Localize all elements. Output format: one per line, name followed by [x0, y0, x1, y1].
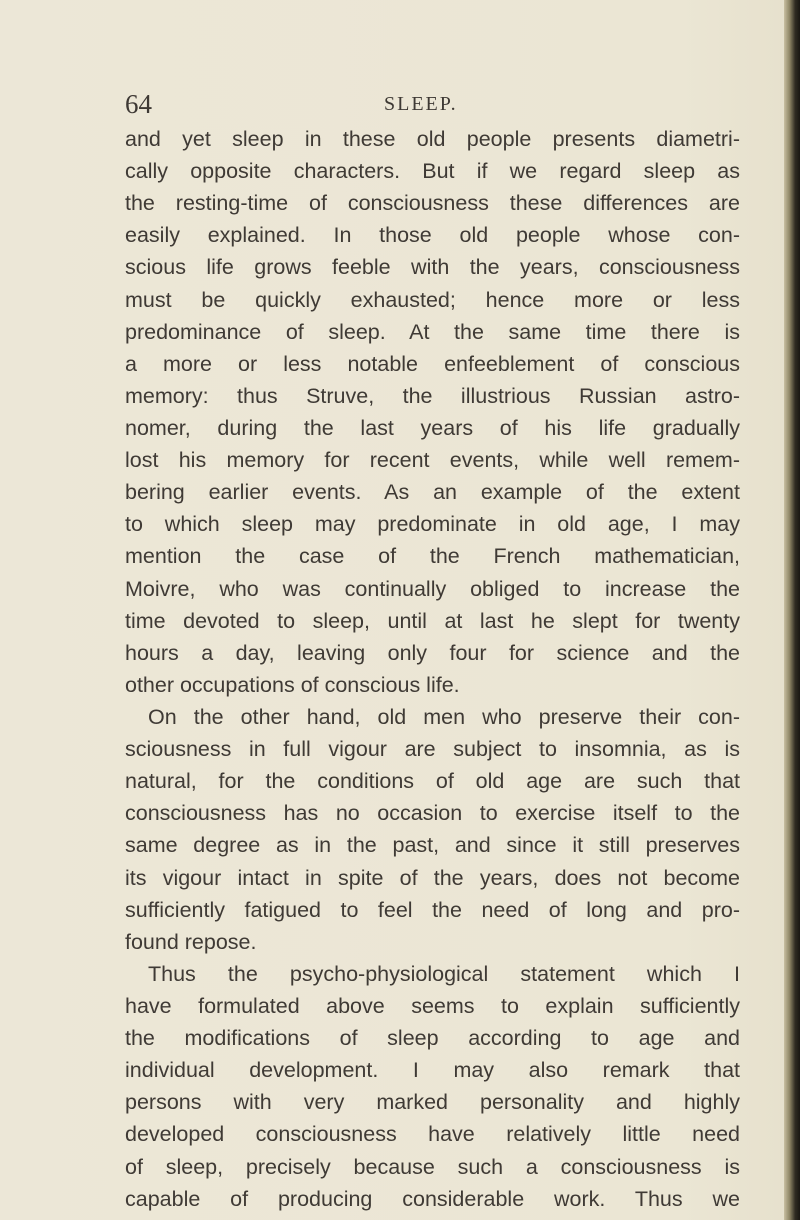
text-line: have formulated above seems to explain sufficiently	[125, 993, 740, 1018]
text-line: individual development. I may also remark that	[125, 1058, 740, 1083]
text-line: to which sleep may predominate in old age, I may	[125, 512, 740, 537]
text-line: sciousness in full vigour are subject to insomnia, as is	[125, 737, 740, 762]
text-line: mention the case of the French mathematician,	[125, 544, 740, 569]
text-line: easily explained. In those old people whose con-	[125, 223, 740, 248]
text-line: developed consciousness have relatively little need	[125, 1122, 740, 1147]
text-line: found repose.	[125, 929, 257, 954]
page-header	[0, 88, 800, 120]
text-line: a more or less notable enfeeblement of conscious	[125, 351, 740, 376]
text-line: predominance of sleep. At the same time there is	[125, 319, 740, 344]
text-line: same degree as in the past, and since it still preserves	[125, 833, 740, 858]
text-line: cally opposite characters. But if we regard sleep as	[125, 159, 740, 184]
text-line: time devoted to sleep, until at last he slept for twenty	[125, 608, 740, 633]
page-edge-shadow	[784, 0, 800, 1220]
text-line: its vigour intact in spite of the years, does not become	[125, 865, 740, 890]
text-line: sufficiently fatigued to feel the need of long and pro-	[125, 897, 740, 922]
text-line: natural, for the conditions of old age are such that	[125, 769, 740, 794]
text-line: persons with very marked personality and highly	[125, 1090, 740, 1115]
text-line: the modifications of sleep according to age and	[125, 1026, 740, 1051]
text-line: consciousness has no occasion to exercise itself to the	[125, 801, 740, 826]
body-text	[125, 123, 740, 1215]
text-line: must be quickly exhausted; hence more or less	[125, 287, 740, 312]
text-line: Moivre, who was continually obliged to increase the	[125, 576, 740, 601]
running-head: SLEEP.	[384, 93, 458, 115]
text-line: the resting-time of consciousness these differences are	[125, 191, 740, 216]
text-line: capable of producing considerable work. Thus we	[125, 1186, 740, 1211]
text-line: hours a day, leaving only four for science and the	[125, 640, 740, 665]
text-line: of sleep, precisely because such a consciousness is	[125, 1154, 740, 1179]
text-line: On the other hand, old men who preserve their con-	[148, 704, 740, 729]
text-line: lost his memory for recent events, while well remem-	[125, 448, 740, 473]
text-line: scious life grows feeble with the years, consciousness	[125, 255, 740, 280]
text-line: other occupations of conscious life.	[125, 672, 460, 697]
text-line: nomer, during the last years of his life gradually	[125, 415, 740, 440]
text-line: bering earlier events. As an example of the extent	[125, 480, 740, 505]
page-number: 64	[125, 89, 152, 119]
text-line: memory: thus Struve, the illustrious Russian astro-	[125, 383, 740, 408]
text-line: and yet sleep in these old people presents diametri-	[125, 127, 740, 151]
text-line: Thus the psycho-physiological statement which I	[148, 961, 740, 986]
